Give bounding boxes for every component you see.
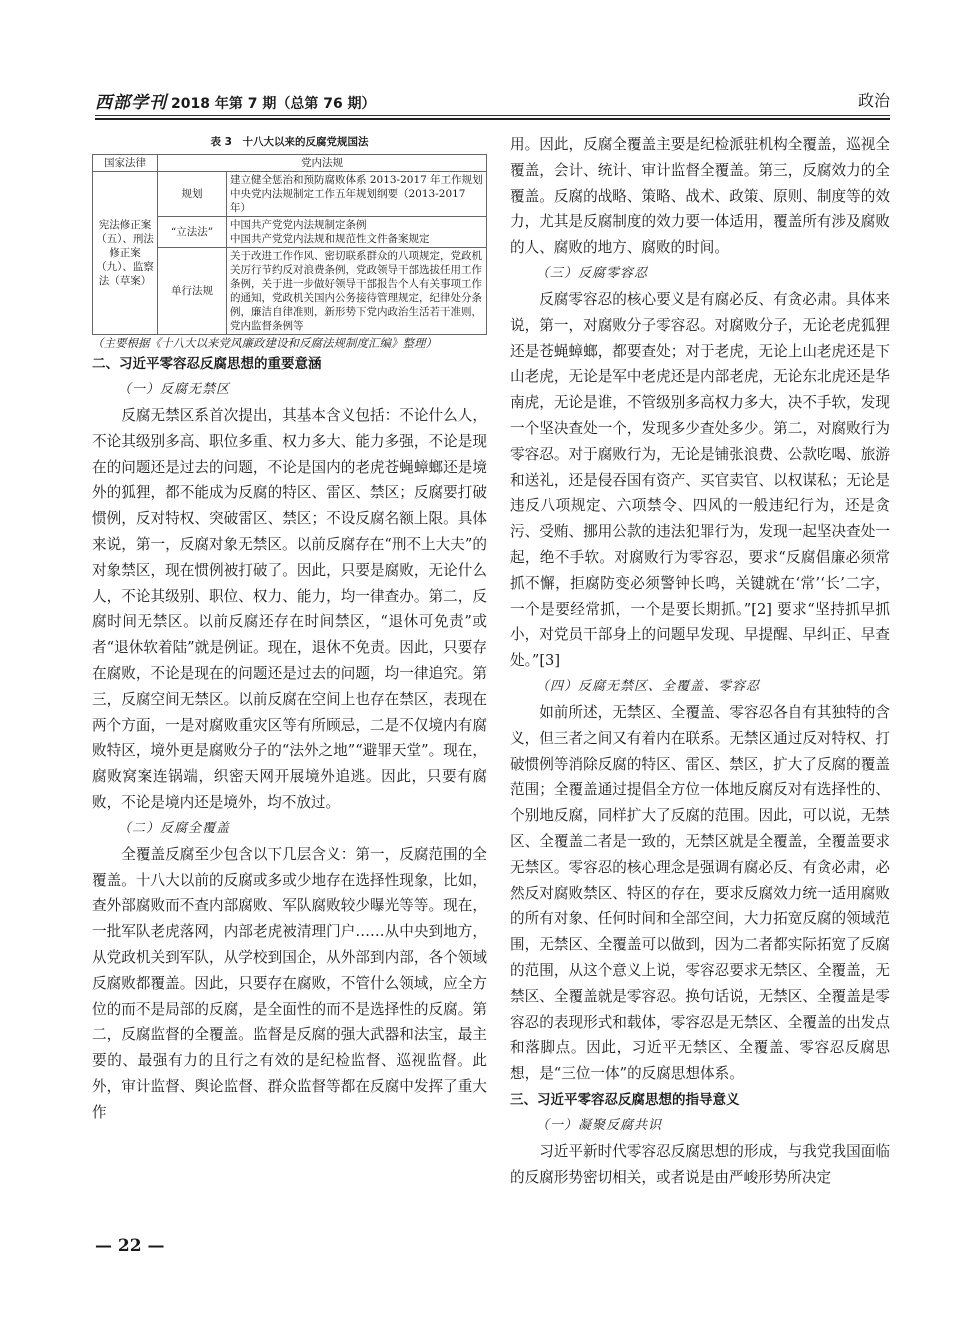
page-number: — 22 — [95, 1236, 165, 1256]
table-note: （主要根据《十八大以来党风廉政建设和反腐法规制度汇编》整理） [92, 336, 437, 350]
table-row [93, 172, 487, 217]
paragraph: 全覆盖反腐至少包含以下几层含义：第一，反腐范围的全覆盖。十八大以前的反腐或多或少地存在选择性现象，比如，查外部腐败而不查内部腐败、军队腐败较少曝光等等。现在，一批军队老虎落网，内部老虎被清理门户……从中央到地方，从党政机关到军队，从学校到国企，从外部到内部，各个领域反腐败都覆盖。因此，只要存在腐败，不管什么领域，应全方位的而不是局部的反腐，是全面性的而不是选择性的反腐。第二，反腐监督的全覆盖。监督是反腐的强大武器和法宝，最主要的、最强有力的且行之有效的是纪检监督、巡视监督。此外，审计监督、舆论监督、群众监督等都在反腐中发挥了重大作 [92, 845, 487, 1121]
right-column [510, 132, 890, 1190]
issue-info: 2018 年第 7 期（总第 76 期） [171, 96, 376, 112]
paragraph: 反腐无禁区系首次提出，其基本含义包括：不论什么人，不论其级别多高、职位多重、权力多大、能力多强，不论是现在的问题还是过去的问题，不论是国内的老虎苍蝇蟑螂还是境外的狐狸，都不能成为反腐的特区、雷区、禁区；反腐要打破惯例，反对特权、突破雷区、禁区；不设反腐名额上限。具体来说，第一，反腐对象无禁区。以前反腐存在“刑不上大夫”的对象禁区，现在惯例被打破了。因此，只要是腐败，无论什么人，不论其级别、职位、权力、能力，均一律查办。第二，反腐时间无禁区。以前反腐还存在时间禁区，“退休可免责”或者“退休软着陆”就是例证。现在，退休不免责。因此，只要存在腐败，不论是现在的问题还是过去的问题，均一律追究。第三，反腐空间无禁区。以前反腐在空间上也存在禁区，表现在两个方面，一是对腐败重灾区等有所顾忌，二是不仅境内有腐败特区，境外更是腐败分子的“法外之地”“避罪天堂”。现在，腐败窝案连锅端，织密天网开展境外追逃。因此，只要有腐败，不论是境内还是境外，均不放过。 [92, 407, 487, 811]
paragraph: 反腐零容忍的核心要义是有腐必反、有贪必肃。具体来说，第一，对腐败分子零容忍。对腐败分子，无论老虎狐狸还是苍蝇蟑螂，都要查处；对于老虎，无论上山老虎还是下山老虎，无论是军中老虎还是内部老虎，无论东北虎还是华南虎，无论是谁，不管级别多高权力多大，决不手软，发现一个坚决查处一个，发现多少查处多少。第二，对腐败行为零容忍。对于腐败行为，无论是铺张浪费、公款吃喝、旅游和送礼，还是侵吞国有资产、买官卖官、以权谋私；无论是违反八项规定、六项禁令、四风的一般违纪行为，还是贪污、受贿、挪用公款的违法犯罪行为，发现一起坚决查处一起，绝不手软。对腐败行为零容忍，要求“反腐倡廉必须常抓不懈，拒腐防变必须警钟长鸣，关键就在‘常’‘长’二字，一个是要经常抓，一个是要长期抓。”[2] 要求“坚持抓早抓小，对党员干部身上的问题早发现、早提醒、早纠正、早查处。”[3] [510, 290, 890, 670]
paragraph: 用。因此，反腐全覆盖主要是纪检派驻机构全覆盖，巡视全覆盖，会计、统计、审计监督全覆盖。第三，反腐效力的全覆盖。反腐的战略、策略、战术、政策、原则、制度等的效力，尤其是反腐制度的效力要一体适用，覆盖所有涉及腐败的人、腐败的地方、腐败的时间。 [510, 136, 890, 257]
subsection-heading: （四）反腐无禁区、全覆盖、零容忍 [536, 678, 761, 694]
left-column [92, 132, 487, 1126]
header-rule-thick [95, 118, 890, 120]
subsection-heading: （一）反腐无禁区 [118, 382, 231, 397]
subsection-heading: （一）凝聚反腐共识 [536, 1117, 663, 1133]
subsection-heading: （三）反腐零容忍 [536, 265, 649, 281]
journal-title [95, 88, 376, 113]
table-header-row [93, 155, 487, 172]
table-caption: 表 3 十八大以来的反腐党规国法 [210, 136, 369, 148]
table-cell-type: “立法法” [158, 217, 227, 248]
header-rule [95, 115, 890, 116]
subsection-heading: （二）反腐全覆盖 [118, 820, 231, 836]
section-heading-3: 三、习近平零容忍反腐思想的指导意义 [510, 1091, 740, 1108]
law-table [92, 154, 487, 335]
table-cell-type: 规划 [158, 172, 227, 217]
paragraph: 如前所述，无禁区、全覆盖、零容忍各自有其独特的含义，但三者之间又有着内在联系。无禁区通过反对特权、打破惯例等消除反腐的特区、雷区、禁区，扩大了反腐的覆盖范围；全覆盖通过提倡全方位一体地反腐反对有选择性的、个别地反腐，同样扩大了反腐的范围。因此，可以说，无禁区、全覆盖二者是一致的，无禁区就是全覆盖，全覆盖要求无禁区。零容忍的核心理念是强调有腐必反、有贪必肃，必然反对腐败禁区、特区的存在，要求反腐效力统一适用腐败的所有对象、任何时间和全部空间，大力拓宽反腐的领域范围，无禁区、全覆盖可以做到，因为二者都实际拓宽了反腐的范围，从这个意义上说，零容忍要求无禁区、全覆盖，无禁区、全覆盖就是零容忍。换句话说，无禁区、全覆盖是零容忍的表现形式和载体，零容忍是无禁区、全覆盖的出发点和落脚点。因此，习近平无禁区、全覆盖、零容忍反腐思想，是“三位一体”的反腐思想体系。 [510, 703, 890, 1083]
table-cell-items: 中国共产党党内法规制定条例 中国共产党党内法规和规范性文件备案规定 [227, 217, 487, 248]
table-cell-items: 关于改进工作作风、密切联系群众的八项规定，党政机关厉行节约反对浪费条例，党政领导干部选拔任用工作条例，关于进一步做好领导干部报告个人有关事项工作的通知，党政机关国内公务接待管理规定，纪律处分条例，廉洁自律准则，新形势下党内政治生活若干准则，党内监督条例等 [227, 248, 487, 335]
table-cell-national-law: 宪法修正案（五）、刑法修正案（九）、监察法（草案） [93, 172, 158, 335]
table-header-party: 党内法规 [158, 155, 487, 172]
table-header-national: 国家法律 [93, 155, 158, 172]
paragraph: 习近平新时代零容忍反腐思想的形成，与我党我国面临的反腐形势密切相关，或者说是由严峻形势所决定 [510, 1142, 890, 1186]
section-heading-2: 二、习近平零容忍反腐思想的重要意涵 [92, 356, 322, 372]
journal-logo: 西部学刊 [95, 93, 167, 113]
section-name: 政治 [857, 91, 890, 110]
table-cell-items: 建立健全惩治和预防腐败体系 2013-2017 年工作规划 中央党内法规制定工作五年规划纲要（2013-2017 年） [227, 172, 487, 217]
table-cell-type: 单行法规 [158, 248, 227, 335]
page-header [95, 88, 890, 116]
